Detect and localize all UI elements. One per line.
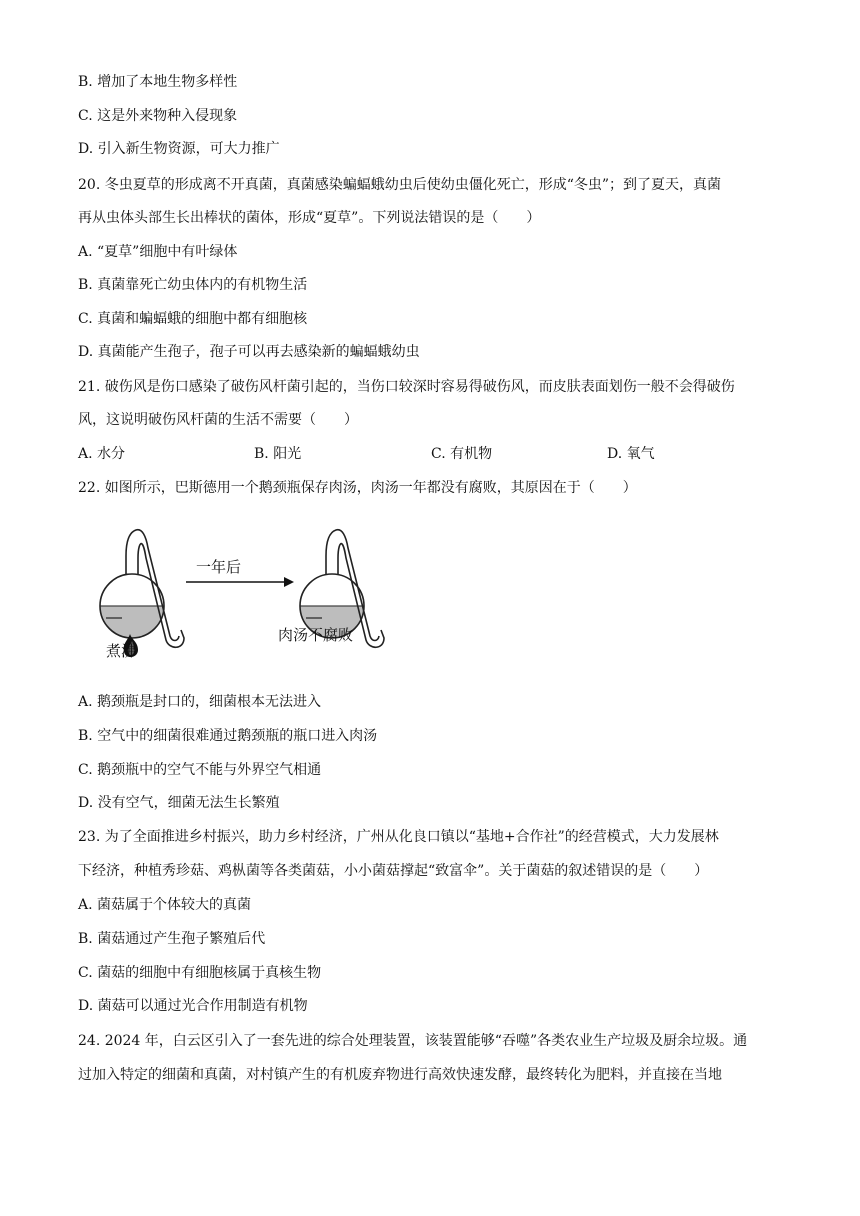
- q21-stem-line1: 21. 破伤风是伤口感染了破伤风杆菌引起的，当伤口较深时容易得破伤风，而皮肤表面划伤一般不会得破伤: [78, 379, 735, 395]
- q20-stem-line1: 20. 冬虫夏草的形成离不开真菌，真菌感染蝙蝠蛾幼虫后使幼虫僵化死亡，形成“冬虫”；到了夏天，真菌: [78, 177, 722, 193]
- q21-option-b: B. 阳光: [254, 446, 302, 462]
- q23-option-c: C. 菌菇的细胞中有细胞核属于真核生物: [78, 965, 322, 981]
- q22-stem: 22. 如图所示，巴斯德用一个鹅颈瓶保存肉汤，肉汤一年都没有腐败，其原因在于（ ）: [78, 480, 637, 496]
- q22-option-b: B. 空气中的细菌很难通过鹅颈瓶的瓶口进入肉汤: [78, 728, 378, 744]
- q24-stem-line2: 过加入特定的细菌和真菌，对村镇产生的有机废弃物进行高效快速发酵，最终转化为肥料，并直接在当地: [78, 1067, 722, 1083]
- q23-option-b: B. 菌菇通过产生孢子繁殖后代: [78, 931, 266, 947]
- arrow-label: 一年后: [196, 558, 242, 576]
- q20-option-c: C. 真菌和蝙蝠蛾的细胞中都有细胞核: [78, 311, 308, 327]
- q20-option-a: A. “夏草”细胞中有叶绿体: [78, 244, 238, 260]
- q22-option-c: C. 鹅颈瓶中的空气不能与外界空气相通: [78, 762, 322, 778]
- q23-option-a: A. 菌菇属于个体较大的真菌: [78, 897, 252, 913]
- q20-stem-line2: 再从虫体头部生长出棒状的菌体，形成“夏草”。下列说法错误的是（ ）: [78, 210, 541, 226]
- left-caption: 煮沸: [106, 642, 137, 660]
- q21-option-a: A. 水分: [78, 446, 126, 462]
- q23-option-d: D. 菌菇可以通过光合作用制造有机物: [78, 998, 308, 1014]
- q21-option-c: C. 有机物: [431, 446, 493, 462]
- q22-option-a: A. 鹅颈瓶是封口的，细菌根本无法进入: [78, 694, 322, 710]
- q23-stem-line1: 23. 为了全面推进乡村振兴，助力乡村经济，广州从化良口镇以“基地+合作社”的经营模式，大力发展林: [78, 829, 719, 845]
- q21-stem-line2: 风，这说明破伤风杆菌的生活不需要（ ）: [78, 412, 358, 428]
- swan-neck-flask-figure: [92, 518, 422, 668]
- left-flask: [100, 530, 184, 648]
- q23-stem-line2: 下经济，种植秀珍菇、鸡枞菌等各类菌菇，小小菌菇撑起“致富伞”。关于菌菇的叙述错误的是（ ）: [78, 863, 709, 879]
- q24-stem-line1: 24. 2024 年，白云区引入了一套先进的综合处理装置，该装置能够“吞噬”各类农业生产垃圾及厨余垃圾。通: [78, 1033, 748, 1049]
- flask-experiment-illustration: [92, 518, 422, 668]
- q22-option-d: D. 没有空气，细菌无法生长繁殖: [78, 795, 280, 811]
- q19-option-c: C. 这是外来物种入侵现象: [78, 108, 238, 124]
- arrow-icon: [186, 577, 294, 587]
- q19-option-d: D. 引入新生物资源，可大力推广: [78, 141, 280, 157]
- q20-option-b: B. 真菌靠死亡幼虫体内的有机物生活: [78, 277, 308, 293]
- q21-option-d: D. 氧气: [607, 446, 655, 462]
- q20-option-d: D. 真菌能产生孢子，孢子可以再去感染新的蝙蝠蛾幼虫: [78, 344, 420, 360]
- right-caption: 肉汤不腐败: [278, 626, 354, 644]
- q19-option-b: B. 增加了本地生物多样性: [78, 74, 238, 90]
